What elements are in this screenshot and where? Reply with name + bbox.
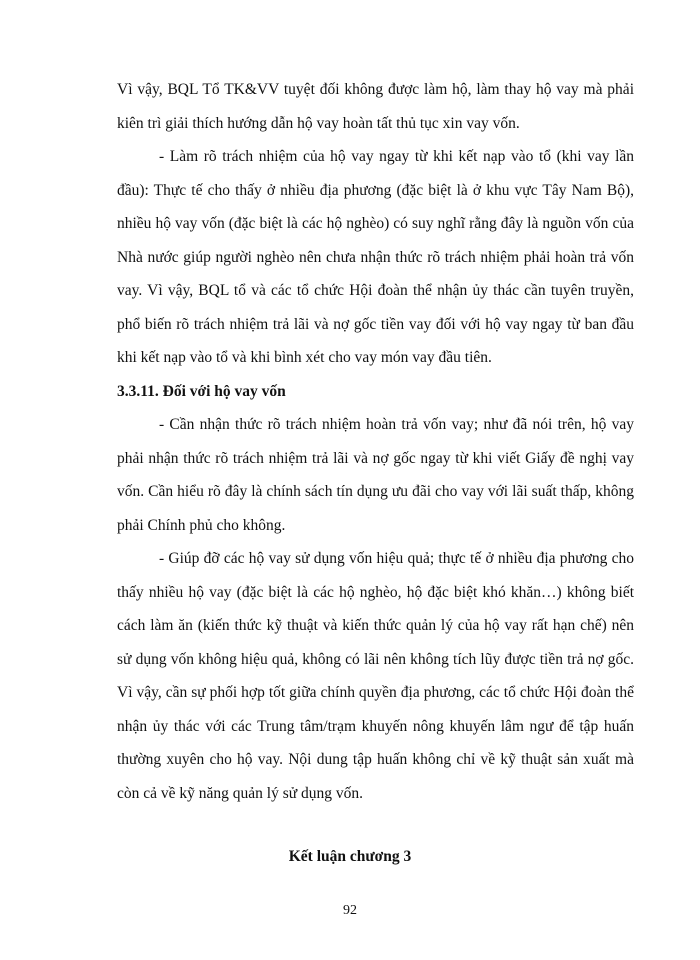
section-heading: 3.3.11. Đối với hộ vay vốn (117, 382, 286, 400)
chapter-conclusion-title: Kết luận chương 3 (288, 848, 412, 865)
page-number: 92 (343, 903, 357, 918)
paragraph-intro: Vì vậy, BQL Tổ TK&VV tuyệt đối không được làm hộ, làm thay hộ vay mà phải kiên trì giải thích hướng dẫn hộ vay hoàn tất thủ tục xin vay vốn. (117, 81, 634, 132)
page-body (117, 73, 634, 810)
paragraph-repayment-awareness: - Cần nhận thức rõ trách nhiệm hoàn trả vốn vay; như đã nói trên, hộ vay phải nhận thức rõ trách nhiệm trả lãi và nợ gốc ngay từ khi viết Giấy đề nghị vay vốn. Cần hiểu rõ đây là chính sách tín dụng ưu đãi cho vay với lãi suất thấp, không phải Chính phủ cho không. (117, 416, 634, 534)
paragraph-effective-use: - Giúp đỡ các hộ vay sử dụng vốn hiệu quả; thực tế ở nhiều địa phương cho thấy nhiều hộ vay (đặc biệt là các hộ nghèo, hộ đặc biệt khó khăn…) không biết cách làm ăn (kiến thức kỹ thuật và kiến thức quản lý của hộ vay rất hạn chế) nên sử dụng vốn không hiệu quả, không có lãi nên không tích lũy được tiền trả nợ gốc. Vì vậy, cần sự phối hợp tốt giữa chính quyền địa phương, các tổ chức Hội đoàn thể nhận ủy thác với các Trung tâm/trạm khuyến nông khuyến lâm ngư để tập huấn thường xuyên cho hộ vay. Nội dung tập huấn không chỉ về kỹ thuật sản xuất mà còn cả về kỹ năng quản lý sử dụng vốn. (117, 550, 634, 802)
paragraph-responsibility: - Làm rõ trách nhiệm của hộ vay ngay từ khi kết nạp vào tổ (khi vay lần đầu): Thực tế cho thấy ở nhiều địa phương (đặc biệt là ở khu vực Tây Nam Bộ), nhiều hộ vay vốn (đặc biệt là các hộ nghèo) có suy nghĩ rằng đây là nguồn vốn của Nhà nước giúp người nghèo nên chưa nhận thức rõ trách nhiệm phải hoàn trả vốn vay. Vì vậy, BQL tổ và các tổ chức Hội đoàn thể nhận ủy thác cần tuyên truyền, phổ biến rõ trách nhiệm trả lãi và nợ gốc tiền vay đối với hộ vay ngay từ ban đầu khi kết nạp vào tổ và khi bình xét cho vay món vay đầu tiên. (117, 148, 634, 366)
